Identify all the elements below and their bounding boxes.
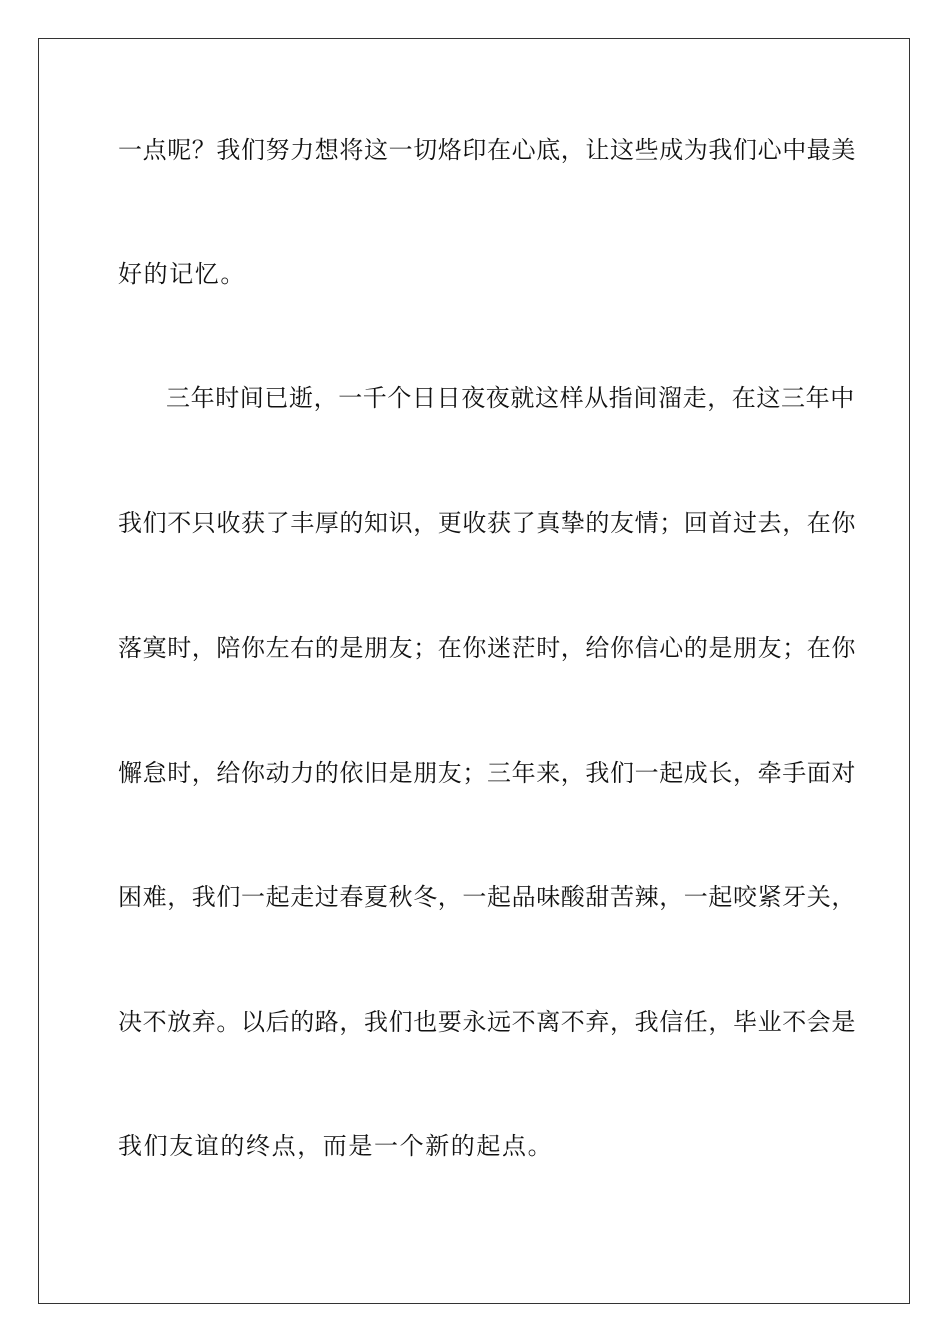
paragraph-line-9: 我们友谊的终点，而是一个新的起点。 [118,1132,554,1160]
paragraph-line-2: 好的记忆。 [118,260,246,288]
paragraph-line-4: 我们不只收获了丰厚的知识，更收获了真挚的友情；回首过去，在你 [118,509,856,537]
paragraph-line-8: 决不放弃。以后的路，我们也要永远不离不弃，我信任，毕业不会是 [118,1008,856,1036]
paragraph-line-3: 三年时间已逝，一千个日日夜夜就这样从指间溜走，在这三年中 [166,384,855,412]
paragraph-line-6: 懈怠时，给你动力的依旧是朋友；三年来，我们一起成长，牵手面对 [118,759,856,787]
paragraph-line-7: 困难，我们一起走过春夏秋冬，一起品味酸甜苦辣，一起咬紧牙关， [118,883,856,911]
page-frame [38,38,910,1304]
paragraph-line-1: 一点呢？我们努力想将这一切烙印在心底，让这些成为我们心中最美 [118,136,856,164]
paragraph-line-5: 落寞时，陪你左右的是朋友；在你迷茫时，给你信心的是朋友；在你 [118,634,856,662]
